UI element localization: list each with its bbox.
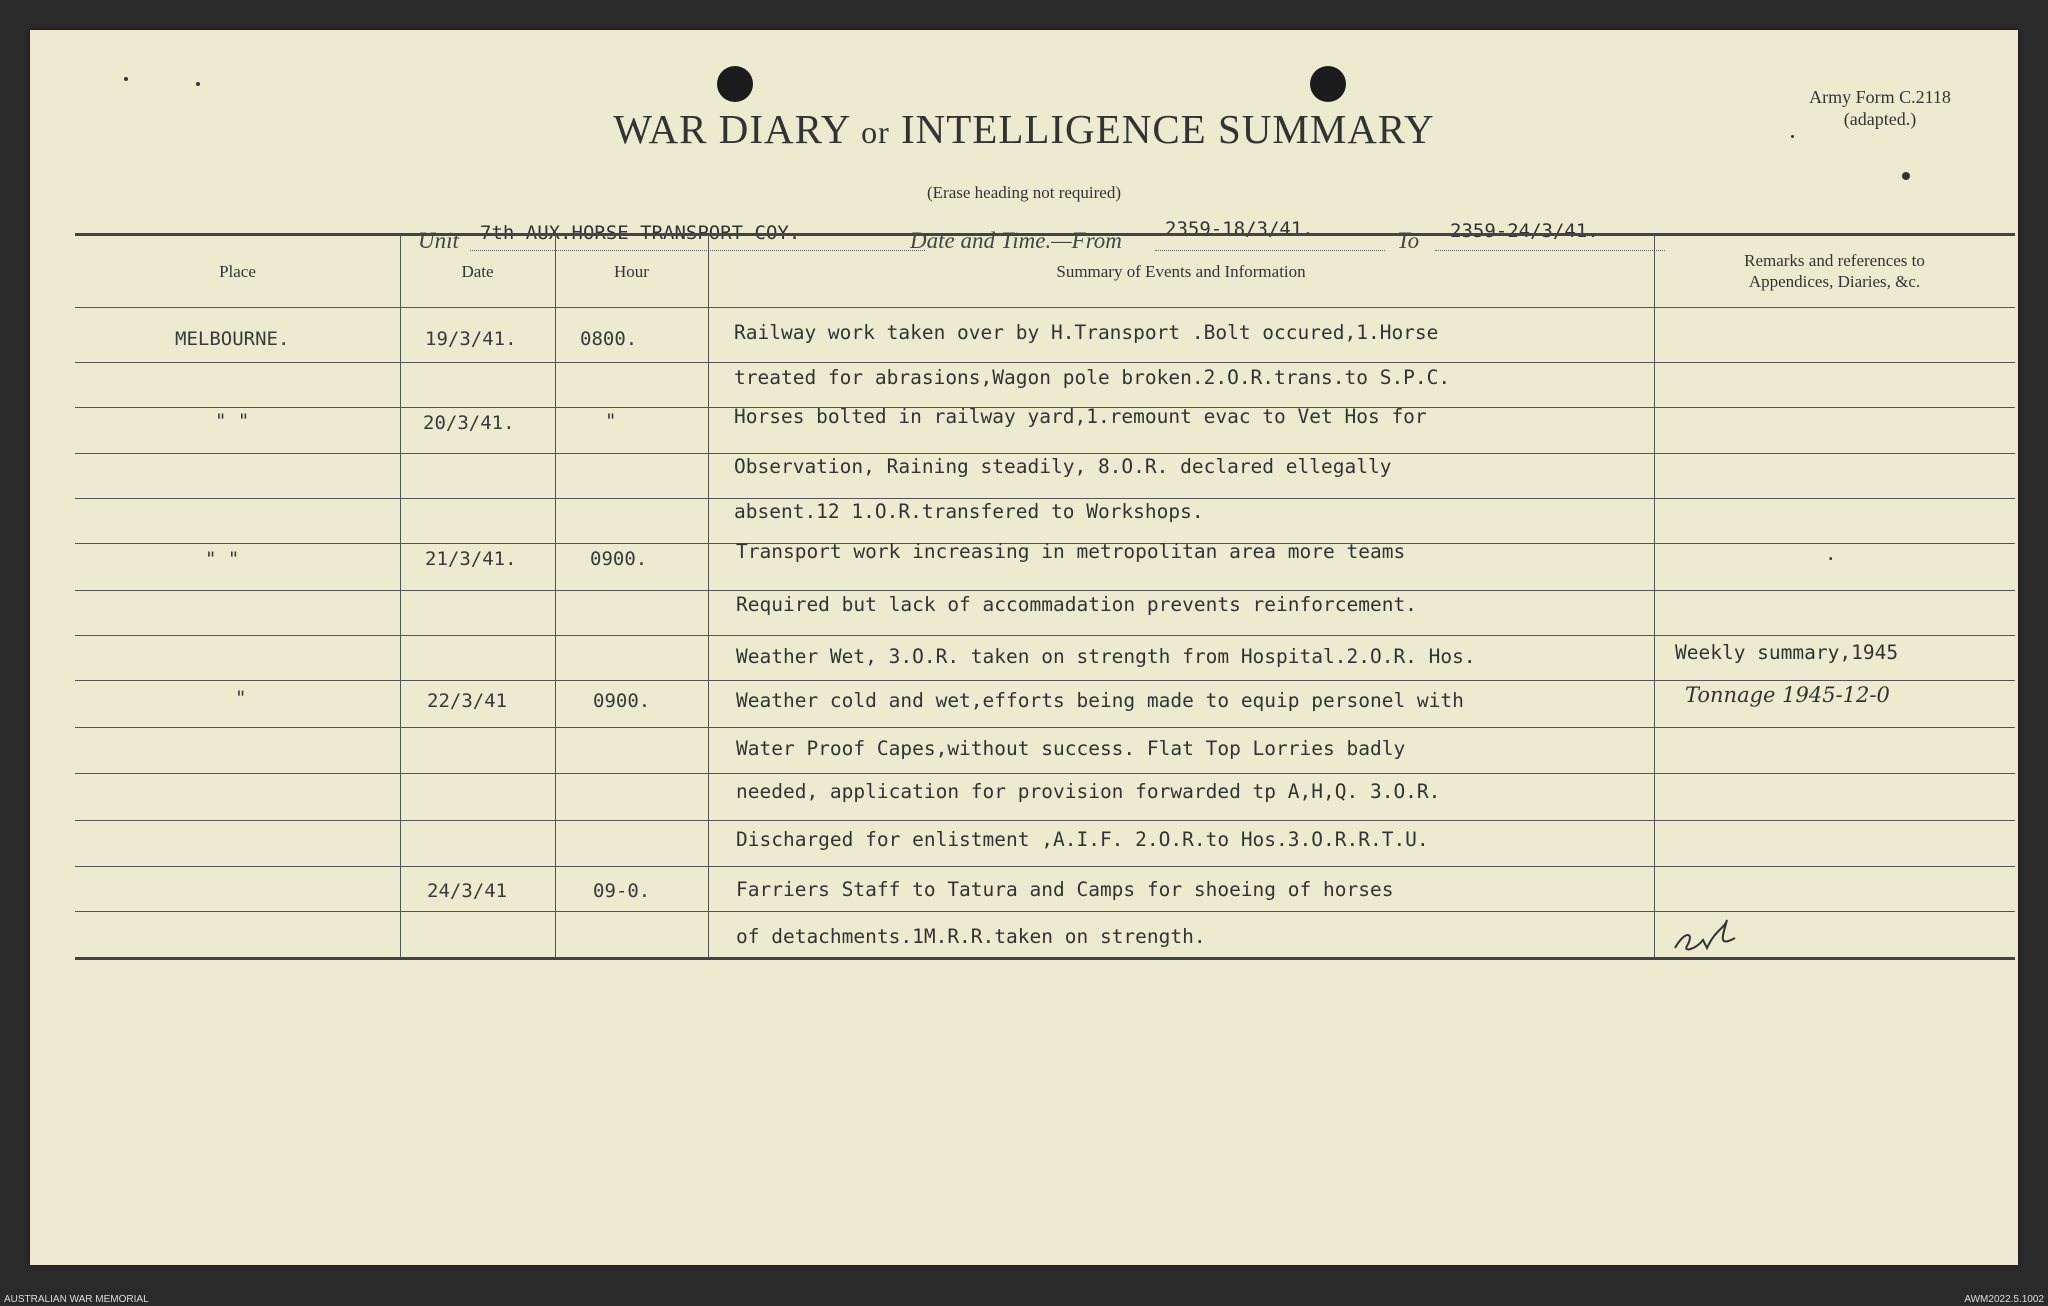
army-form-number: Army Form C.2118 [1809,87,1951,107]
row-place: " " [205,548,240,570]
page-subtitle: (Erase heading not required) [927,183,1121,202]
column-header-place: Place [219,261,256,281]
row-summary: Weather Wet, 3.O.R. taken on strength from Hospital.2.O.R. Hos. [736,645,1476,668]
ink-speck [1902,172,1910,180]
punch-hole-right [1310,66,1346,102]
row-date: 19/3/41. [425,328,517,350]
row-date: 20/3/41. [423,412,515,434]
remarks-header-line-1: Remarks and references to [1744,251,1925,270]
row-date: 21/3/41. [425,548,517,570]
ink-speck [196,82,200,86]
footer-right: AWM2022.5.1002 [1964,1294,2044,1305]
diary-sheet [30,30,2018,1265]
row-remarks-handwritten: Tonnage 1945-12-0 [1685,683,1890,707]
row-summary: Water Proof Capes,without success. Flat Top Lorries badly [736,737,1406,760]
row-summary: needed, application for provision forwarded tp A,H,Q. 3.O.R. [736,780,1441,803]
army-form-label [1770,86,1990,130]
ink-speck [124,77,128,81]
row-summary: treated for abrasions,Wagon pole broken.2.O.R.trans.to S.P.C. [734,366,1451,389]
remarks-header-line-2: Appendices, Diaries, &c. [1748,272,1921,291]
diary-table [75,235,2015,1160]
row-remarks: . [1825,543,1837,565]
column-header-date: Date [461,261,494,281]
row-hour: 0900. [593,690,651,712]
unit-value: 7th AUX.HORSE TRANSPORT COY. [480,222,801,244]
row-date: 22/3/41 [427,690,508,712]
column-header-remarks [1654,235,2015,307]
row-hour: 0800. [580,328,638,350]
row-summary: absent.12 1.O.R.transfered to Workshops. [734,500,1204,523]
row-hour: 09-0. [593,880,651,902]
row-summary: Discharged for enlistment ,A.I.F. 2.O.R.to Hos.3.O.R.R.T.U. [736,828,1429,851]
row-summary: Observation, Raining steadily, 8.O.R. declared ellegally [734,455,1392,478]
row-summary: of detachments.1M.R.R.taken on strength. [736,925,1206,948]
to-value: 2359-24/3/41. [1450,220,1599,242]
page-title: WAR DIARY or INTELLIGENCE SUMMARY [613,106,1435,152]
row-summary: Transport work increasing in metropolitan area more teams [736,540,1406,563]
row-hour: 0900. [590,548,648,570]
army-form-adapted: (adapted.) [1843,109,1917,129]
row-place: " [235,687,247,709]
row-remarks: Weekly summary,1945 [1675,641,1899,664]
row-summary: Railway work taken over by H.Transport .Bolt occured,1.Horse [734,321,1439,344]
unit-label: Unit [418,228,459,253]
row-date: 24/3/41 [427,880,508,902]
date-time-label: Date and Time.—From [910,228,1122,253]
initials-signature [1665,910,1755,955]
from-value: 2359-18/3/41. [1165,218,1314,240]
row-place: MELBOURNE. [175,328,290,350]
row-summary: Required but lack of accommadation prevents reinforcement. [736,593,1417,616]
row-summary: Horses bolted in railway yard,1.remount evac to Vet Hos for [734,405,1427,428]
column-header-hour: Hour [614,261,649,281]
to-label: To [1397,228,1420,253]
column-header-summary: Summary of Events and Information [1056,261,1306,281]
row-summary: Weather cold and wet,efforts being made to equip personel with [736,689,1464,712]
row-hour: " [605,410,617,432]
row-summary: Farriers Staff to Tatura and Camps for shoeing of horses [736,878,1394,901]
row-place: " " [215,410,250,432]
footer-left: AUSTRALIAN WAR MEMORIAL [4,1294,149,1305]
punch-hole-left [717,66,753,102]
